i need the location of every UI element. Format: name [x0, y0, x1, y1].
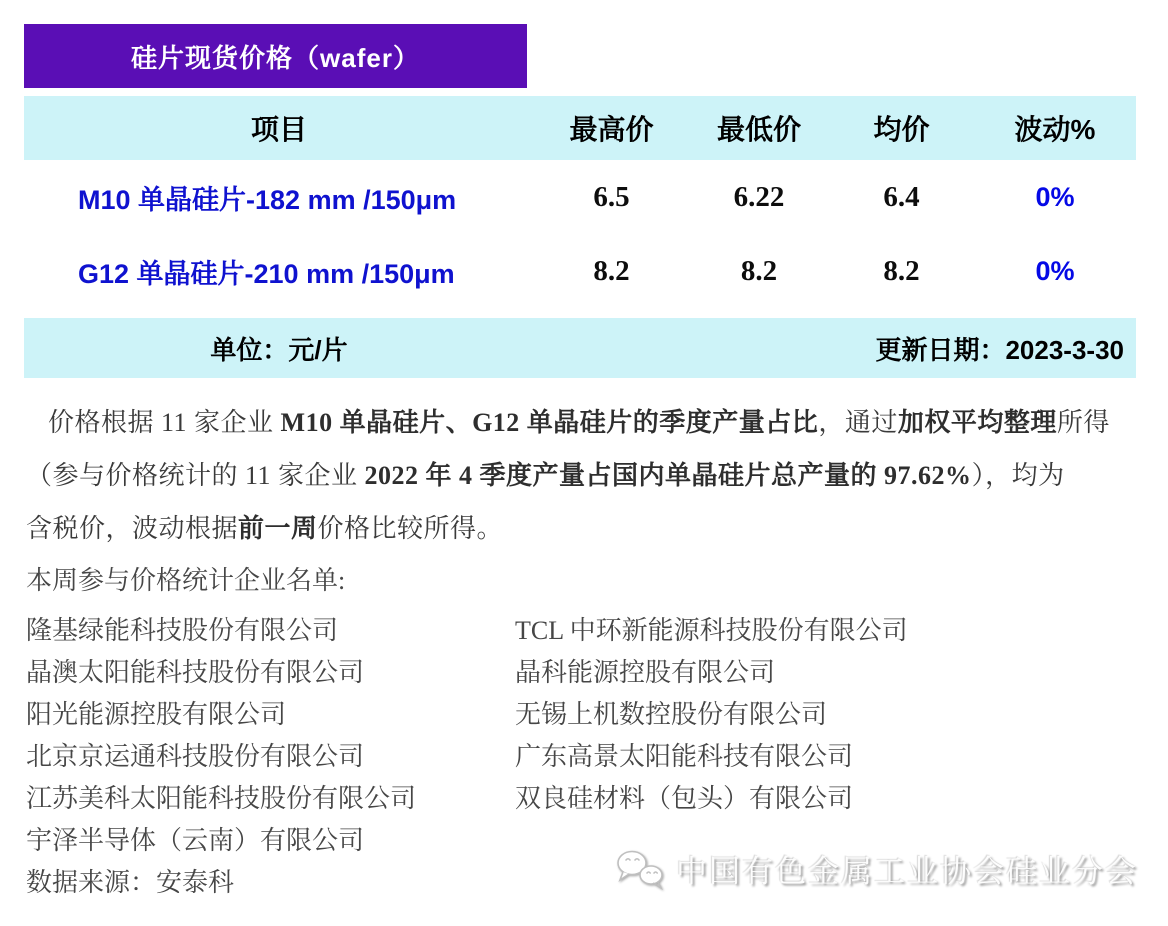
- note-text-bold: 加权平均整理: [897, 408, 1057, 437]
- page-title-banner: [24, 24, 527, 88]
- note-text-bold: M10 单晶硅片、G12 单晶硅片的季度产量占比: [280, 408, 819, 437]
- price-table: [24, 96, 1136, 378]
- company-name: 北京京运通科技股份有限公司: [26, 742, 365, 771]
- row-item-label: G12 单晶硅片-210 mm /150μm: [78, 258, 455, 289]
- company-name: 宇泽半导体（云南）有限公司: [26, 826, 365, 855]
- page-title: 硅片现货价格（wafer）: [131, 42, 420, 73]
- row-item-label: M10 单晶硅片-182 mm /150μm: [78, 184, 457, 215]
- company-name: 江苏美科太阳能科技股份有限公司: [26, 784, 417, 813]
- note-text-bold: 前一周: [238, 514, 318, 543]
- note-text: ，通过: [818, 408, 898, 437]
- table-header-row: [24, 96, 1136, 160]
- note-text: 价格比较所得。: [317, 514, 504, 543]
- col-header-high: 最高价: [569, 114, 654, 145]
- company-name: 无锡上机数控股份有限公司: [515, 700, 828, 729]
- row-high-value: 8.2: [593, 254, 630, 287]
- note-text: （参与价格统计的 11 家企业: [26, 461, 365, 490]
- update-date-label: 更新日期：2023-3-30: [875, 334, 1124, 365]
- note-text-bold: 2022 年 4 季度产量占国内单晶硅片总产量的 97.62%: [364, 461, 972, 490]
- note-text: ），均为: [971, 461, 1065, 490]
- company-name: TCL 中环新能源科技股份有限公司: [515, 616, 908, 645]
- col-header-low: 最低价: [716, 114, 801, 145]
- company-name: 隆基绿能科技股份有限公司: [26, 616, 339, 645]
- row-high-value: 6.5: [593, 180, 630, 213]
- company-name: 晶科能源控股有限公司: [515, 658, 776, 687]
- note-text: 含税价，波动根据: [26, 514, 239, 543]
- watermark: [614, 846, 1138, 891]
- company-name: 广东高景太阳能科技有限公司: [515, 742, 854, 771]
- company-name: 阳光能源控股有限公司: [26, 700, 287, 729]
- data-source-label: 数据来源：安泰科: [26, 868, 235, 897]
- row-fluct-value: 0%: [1035, 181, 1075, 212]
- wechat-icon: [614, 847, 666, 891]
- col-header-avg: 均价: [873, 114, 930, 145]
- table-row: [24, 160, 1136, 234]
- company-name: 双良硅材料（包头）有限公司: [515, 784, 854, 813]
- row-low-value: 6.22: [733, 180, 785, 213]
- unit-label: 单位：元/片: [210, 334, 348, 365]
- company-column-left: [26, 610, 515, 904]
- col-header-item: 项目: [250, 114, 307, 145]
- row-avg-value: 8.2: [883, 254, 920, 287]
- note-text: 所得: [1056, 408, 1110, 437]
- watermark-text: 中国有色金属工业协会硅业分会: [676, 854, 1138, 889]
- row-avg-value: 6.4: [883, 180, 920, 213]
- note-line-2: [26, 449, 1144, 502]
- row-low-value: 8.2: [740, 254, 778, 287]
- table-footer-row: [24, 318, 1136, 378]
- note-text: 价格根据 11 家企业: [48, 408, 281, 437]
- col-header-fluct: 波动%: [1014, 114, 1096, 145]
- methodology-notes: [26, 396, 1144, 555]
- row-fluct-value: 0%: [1035, 255, 1075, 286]
- company-list-heading: 本周参与价格统计企业名单:: [26, 566, 346, 595]
- note-line-3: [26, 502, 1144, 555]
- company-name: 晶澳太阳能科技股份有限公司: [26, 658, 365, 687]
- note-line-1: [26, 396, 1144, 449]
- table-row: [24, 234, 1136, 308]
